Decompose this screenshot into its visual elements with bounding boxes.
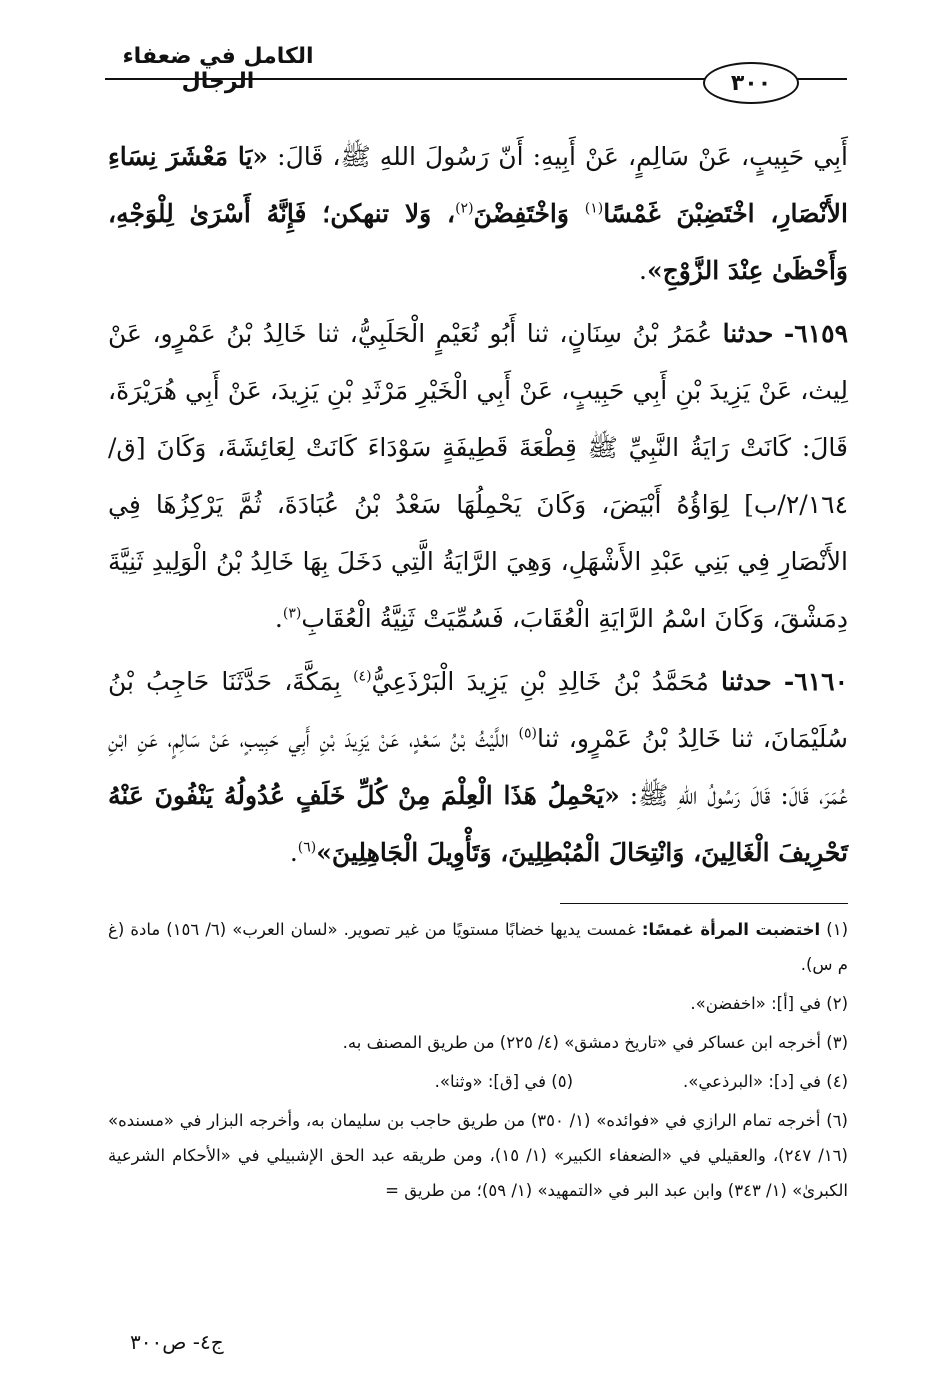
hadith-number: ٦١٥٩- [783, 319, 848, 348]
footnote-ref-6: (٦) [297, 839, 317, 856]
hadith-quote: وَاخْتَفِضْنَ [473, 199, 585, 228]
footnote-number: (٦) [826, 1111, 848, 1130]
footnote-number: (٥) [551, 1072, 573, 1091]
text: مُحَمَّدُ بْنُ خَالِدِ بْنِ يَزِيدَ الْبَرْذَعِيُّ [371, 667, 722, 696]
narration-keyword: حدثنا [721, 667, 772, 696]
text: عُمَرُ بْنُ سِنَانٍ، ثنا أَبُو نُعَيْمٍ الْحَلَبِيُّ، ثنا خَالِدُ بْنُ عَمْرٍو، عَنْ لِيث، عَنْ يَزِيدَ بْنِ أَبِي حَبِيبٍ، عَنْ أَبِي الْخَيْرِ مَرْثَدِ بْنِ يَزِيدَ، عَنْ أَبِي هُرَيْرَةَ، قَالَ: كَانَتْ رَايَةُ النَّبِيِّ ﷺ قِطْعَةَ قَطِيفَةٍ سَوْدَاءَ كَانَتْ لِعَائِشَةَ، وَكَانَ [ق/٢/١٦٤/ب] لِوَاؤُهُ أَبْيَضَ، وَكَانَ يَحْمِلُهَا سَعْدُ بْنُ عُبَادَةَ، ثُمَّ يَرْكِزُهَا فِي الأَنْصَارِ فِي بَنِي عَبْدِ الأَشْهَلِ، وَهِيَ الرَّايَةُ الَّتِي دَخَلَ بِهَا خَالِدُ بْنُ الْوَلِيدِ ثَنِيَّةَ دِمَشْقَ، وَكَانَ اسْمُ الرَّايَةِ الْعُقَابَ، فَسُمِّيَتْ ثَنِيَّةُ الْعُقَابِ [108, 319, 848, 633]
main-text [108, 128, 848, 887]
footnote-text: غمست يديها خضابًا مستويًا من غير تصوير. «لسان العرب» (٦/ ١٥٦) مادة (غ م س). [108, 920, 848, 974]
volume-page-reference: ج٤- ص٣٠٠ [130, 1330, 224, 1354]
footnote-term: اختضبت المرأة غمسًا: [641, 920, 821, 939]
footnote-separator [560, 903, 848, 904]
footnote-3 [108, 1025, 848, 1060]
footnote-ref-2: (٢) [455, 200, 474, 217]
footnote-5 [435, 1064, 573, 1099]
footnote-ref-4: (٤) [353, 668, 372, 685]
text: . [274, 604, 283, 633]
hadith-quote: ، وَلا تنهكن؛ فَإِنَّهُ أَسْرَىٰ لِلْوَجْهِ، وَأَحْظَىٰ عِنْدَ الزَّوْجِ» [108, 199, 848, 285]
footnote-6 [108, 1103, 848, 1208]
page-number-badge [703, 62, 799, 104]
hadith-quote: «يَحْمِلُ هَذَا الْعِلْمَ مِنْ كُلِّ خَلَفٍ عُدُولُهُ يَنْفُونَ عَنْهُ تَحْرِيفَ الْغَالِينَ، وَانْتِحَالَ الْمُبْطِلِينَ، وَتَأْوِيلَ الْجَاهِلِينَ» [108, 781, 848, 867]
hadith-number: ٦١٦٠- [783, 667, 848, 696]
footnote-number: (٢) [826, 994, 848, 1013]
paragraph-1 [108, 128, 848, 299]
footnote-number: (٤) [826, 1072, 848, 1091]
footnote-4 [683, 1064, 848, 1099]
page-number: ٣٠٠ [730, 70, 772, 96]
narration-keyword: حدثنا [722, 319, 774, 348]
footnote-ref-3: (٣) [282, 605, 302, 622]
running-head-title: الكامل في ضعفاء الرجال [122, 44, 314, 94]
paragraph-6159 [108, 305, 848, 647]
text: أَبِي حَبِيبٍ، عَنْ سَالِمٍ، عَنْ أَبِيهِ: أَنّ رَسُولَ اللهِ ﷺ، قَالَ: [268, 142, 848, 171]
footnote-text: في [ق]: «وثنا». [434, 1072, 546, 1091]
footnotes [108, 912, 848, 1212]
footnote-number: (٣) [826, 1033, 848, 1052]
footnote-2 [108, 986, 848, 1021]
footnote-text: في [د]: «البرذعي». [683, 1072, 821, 1091]
text: بِمَكَّةَ، حَدَّثَنَا حَاجِبُ بْنُ سُلَيْمَانَ، ثنا خَالِدُ بْنُ عَمْرٍو، ثنا [108, 667, 849, 753]
paragraph-6160 [108, 653, 848, 881]
footnote-1 [108, 912, 848, 982]
footnote-ref-1: (١) [584, 200, 604, 217]
footnote-row-4-5 [108, 1064, 848, 1099]
footnote-text: أخرجه ابن عساكر في «تاريخ دمشق» (٤/ ٢٢٥) من طريق المصنف به. [342, 1033, 821, 1052]
text: . [289, 838, 298, 867]
text: اللَّيْثُ بْنُ سَعْدٍ، عَنْ يَزِيدَ بْنِ أَبِي حَبِيبٍ، عَنْ سَالِمٍ، عَنِ ابْنِ عُمَرَ، قَالَ: قَالَ رَسُولُ اللهِ ﷺ: [108, 724, 849, 810]
hadith-quote: «يَا مَعْشَرَ نِسَاءِ الأَنْصَارِ، اخْتَضِبْنَ غَمْسًا [108, 142, 849, 228]
text: . [639, 256, 647, 285]
footnote-number: (١) [826, 920, 848, 939]
footnote-ref-5: (٥) [518, 725, 537, 742]
footnote-text: أخرجه تمام الرازي في «فوائده» (١/ ٣٥٠) من طريق حاجب بن سليمان به، وأخرجه البزار في «مسنده» (١٦/ ٢٤٧)، والعقيلي في «الضعفاء الكبير» (١/ ١٥)، ومن طريقه عبد الحق الإشبيلي في «الأحكام الشرعية الكبرىٰ» (١/ ٣٤٣) وابن عبد البر في «التمهيد» (١/ ٥٩)؛ من طريق = [108, 1111, 848, 1200]
footnote-text: في [أ]: «اخفضن». [690, 994, 821, 1013]
